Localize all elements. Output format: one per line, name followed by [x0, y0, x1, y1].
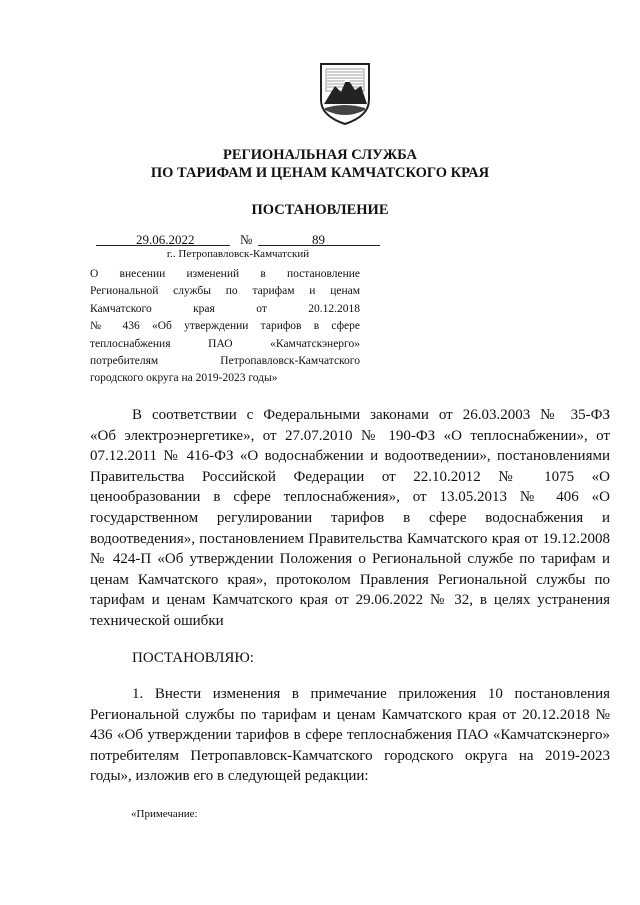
note-label: «Примечание:	[131, 808, 198, 820]
preamble-line: В соответствии с Федеральными законами от 26.03.2003 № 35-ФЗ	[132, 407, 610, 423]
subject-line: городского округа на 2019-2023 годы»	[90, 372, 278, 385]
subject-line: Камчатского края от 20.12.2018	[90, 302, 360, 315]
item1-line: 436 «Об утверждении тарифов в сфере теплоснабжения ПАО «Камчатскэнерго»	[90, 727, 610, 743]
coat-of-arms-emblem	[317, 60, 373, 126]
preamble-line: технической ошибки	[90, 613, 224, 629]
subject-line: Региональной службы по тарифам и ценам	[90, 285, 360, 298]
document-type-title: ПОСТАНОВЛЕНИЕ	[251, 202, 389, 218]
item1-line: Региональной службы по тарифам и ценам Камчатского края от 20.12.2018 №	[90, 707, 610, 723]
item1-line: 1. Внести изменения в примечание приложения 10 постановления	[132, 686, 610, 702]
city-line: г.. Петропавловск-Камчатский	[166, 248, 310, 260]
document-date: 29.06.2022	[136, 232, 195, 247]
agency-title-line2: ПО ТАРИФАМ И ЦЕНАМ КАМЧАТСКОГО КРАЯ	[150, 165, 490, 181]
preamble-line: тарифам и ценам Камчатского края от 29.06.2022 № 32, в целях устранения	[90, 592, 610, 608]
preamble-line: 07.12.2011 № 416-ФЗ «О водоснабжении и водоотведении», постановлениями	[90, 448, 610, 464]
preamble-line: «Об электроэнергетике», от 27.07.2010 № 190-ФЗ «О теплоснабжении», от	[90, 428, 610, 444]
date-number-row	[96, 232, 380, 248]
subject-line: теплоснабжения ПАО «Камчатскэнерго»	[90, 337, 360, 350]
subject-line: О внесении изменений в постановление	[90, 268, 360, 280]
preamble-line: водоотведения», постановлением Правительства Камчатского края от 19.12.2008	[90, 531, 610, 547]
item1-line: потребителям Петропавловск-Камчатского городского округа на 2019-2023	[90, 748, 610, 764]
preamble-line: ценам Камчатского края», протоколом Правления Региональной службы по	[90, 572, 610, 588]
subject-block	[90, 266, 360, 388]
number-sign: №	[240, 232, 253, 247]
agency-title-line1: РЕГИОНАЛЬНАЯ СЛУЖБА	[222, 147, 418, 163]
subject-line: потребителям Петропавловск-Камчатского	[90, 355, 360, 368]
preamble-line: государственном регулировании тарифов в сфере водоснабжения и	[90, 510, 610, 526]
document-number: 89	[312, 232, 325, 247]
preamble-line: № 424-П «Об утверждении Положения о Региональной службе по тарифам и	[90, 551, 610, 567]
item1-line: годы», изложив его в следующей редакции:	[90, 768, 369, 784]
preamble-line: ценообразовании в сфере теплоснабжения», от 13.05.2013 № 406 «О	[90, 489, 610, 505]
preamble-line: Правительства Российской Федерации от 22.10.2012 № 1075 «О	[90, 469, 610, 485]
subject-line: № 436 «Об утверждении тарифов в сфере	[90, 320, 360, 333]
decree-word: ПОСТАНОВЛЯЮ:	[132, 650, 254, 666]
